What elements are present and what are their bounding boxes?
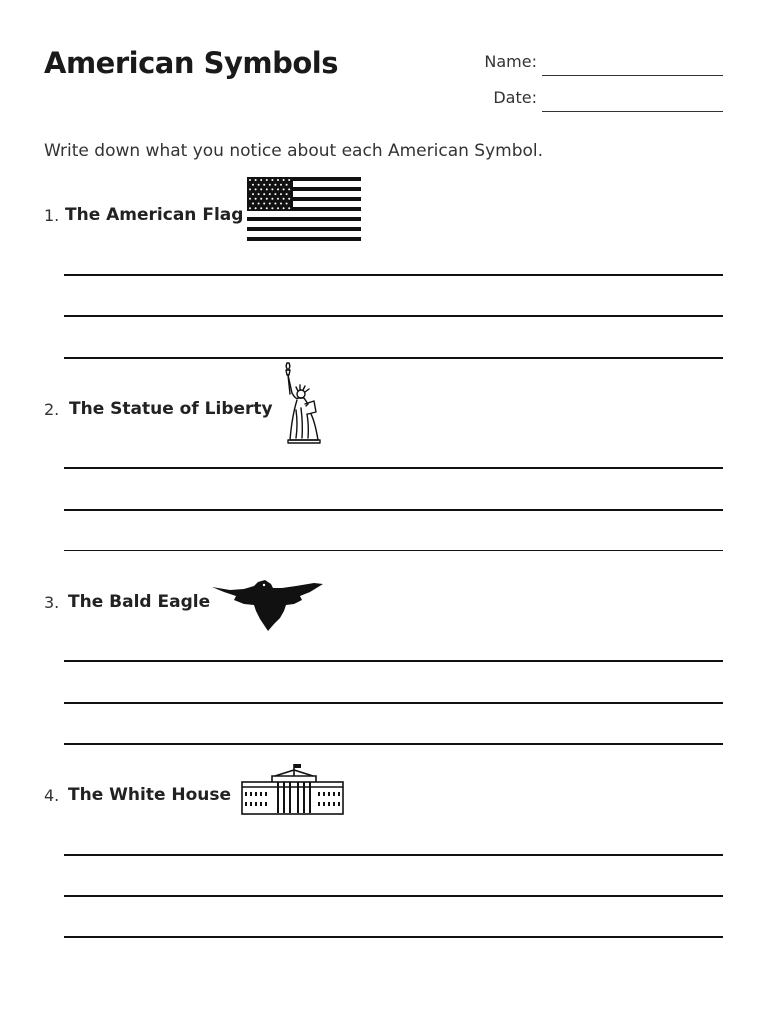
answer-line[interactable] [64,357,723,359]
answer-line[interactable] [64,854,723,856]
name-field[interactable] [542,75,723,76]
answer-line[interactable] [64,274,723,276]
answer-line[interactable] [64,509,723,511]
item-number: 4. [44,786,60,805]
item-number: 3. [44,593,60,612]
answer-line[interactable] [64,660,723,662]
answer-line[interactable] [64,315,723,317]
bald-eagle-icon [210,578,324,632]
white-house-icon [241,762,345,816]
statue-of-liberty-icon [278,360,330,444]
page-title: American Symbols [44,46,338,80]
date-label: Date: [493,88,537,107]
american-flag-icon [247,177,361,242]
item-label-american-flag: The American Flag [65,205,244,225]
answer-line[interactable] [64,895,723,897]
answer-line[interactable] [64,936,723,938]
item-label-bald-eagle: The Bald Eagle [68,592,211,612]
item-label-statue-of-liberty: The Statue of Liberty [69,399,273,419]
answer-line[interactable] [64,743,723,745]
answer-line[interactable] [64,702,723,704]
answer-line[interactable] [64,550,723,551]
item-number: 1. [44,206,60,225]
item-label-white-house: The White House [68,785,232,805]
instructions: Write down what you notice about each American Symbol. [44,141,544,161]
item-number: 2. [44,400,60,419]
answer-line[interactable] [64,467,723,469]
name-label: Name: [484,52,537,71]
date-field[interactable] [542,111,723,112]
